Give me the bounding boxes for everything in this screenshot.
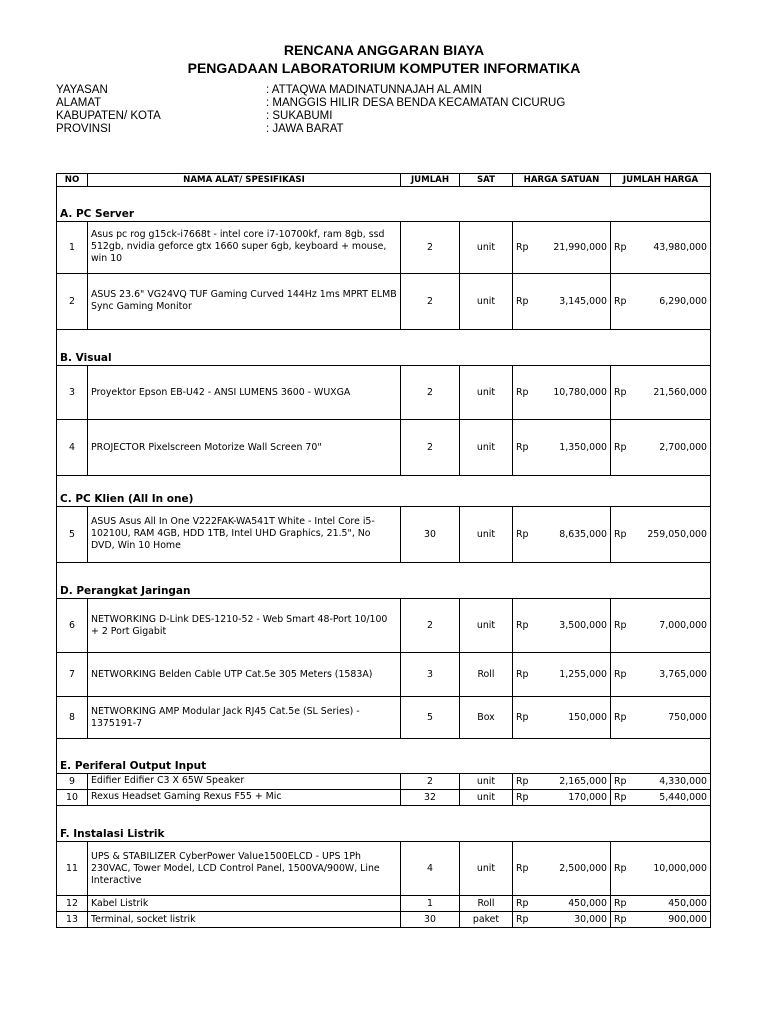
currency-label: Rp: [611, 273, 637, 329]
currency-label: Rp: [611, 842, 637, 896]
info-value: : ATTAQWA MADINATUNNAJAH AL AMIN: [266, 84, 482, 96]
info-value: : JAWA BARAT: [266, 123, 344, 135]
info-row-alamat: [56, 97, 565, 110]
budget-table: [56, 173, 711, 928]
currency-label: Rp: [611, 773, 637, 789]
info-row-yayasan: [56, 84, 565, 97]
item-spec: ASUS Asus All In One V222FAK-WA541T White - Intel Core i5-10210U, RAM 4GB, HDD 1TB, Intel UHD Graphics, 21.5", No DVD, Win 10 Home: [88, 506, 401, 562]
item-total: 4,330,000: [637, 773, 711, 789]
item-price: 30,000: [539, 912, 611, 928]
section-title: F. Instalasi Listrik: [57, 820, 711, 842]
table-row: [57, 273, 711, 329]
item-unit: unit: [460, 506, 513, 562]
item-price: 2,500,000: [539, 842, 611, 896]
item-qty: 3: [401, 653, 460, 697]
section-row: [57, 201, 711, 221]
item-spec: Asus pc rog g15ck-i7668t - intel core i7-10700kf, ram 8gb, ssd 512gb, nvidia geforce gtx 1660 super 6gb, keyboard + mouse, win 10: [88, 221, 401, 273]
info-row-kabupaten: [56, 110, 565, 123]
item-price: 1,350,000: [539, 420, 611, 476]
section-title: D. Perangkat Jaringan: [57, 577, 711, 599]
item-no: 8: [57, 697, 88, 739]
item-spec: Edifier Edifier C3 X 65W Speaker: [88, 773, 401, 789]
section-title: A. PC Server: [57, 201, 711, 221]
document-title: RENCANA ANGGARAN BIAYA: [283, 42, 485, 58]
item-price: 2,165,000: [539, 773, 611, 789]
item-total: 7,000,000: [637, 599, 711, 653]
section-row: [57, 490, 711, 506]
table-row: [57, 420, 711, 476]
item-qty: 2: [401, 221, 460, 273]
item-no: 1: [57, 221, 88, 273]
header-no: NO: [57, 174, 88, 187]
item-no: 13: [57, 912, 88, 928]
item-qty: 1: [401, 896, 460, 912]
table-row: [57, 789, 711, 805]
item-qty: 30: [401, 506, 460, 562]
table-row: [57, 366, 711, 420]
item-spec: Terminal, socket listrik: [88, 912, 401, 928]
item-total: 43,980,000: [637, 221, 711, 273]
item-total: 10,000,000: [637, 842, 711, 896]
item-no: 2: [57, 273, 88, 329]
item-total: 6,290,000: [637, 273, 711, 329]
currency-label: Rp: [611, 912, 637, 928]
section-title: B. Visual: [57, 344, 711, 366]
item-price: 21,990,000: [539, 221, 611, 273]
info-label: ALAMAT: [56, 97, 102, 109]
item-spec: PROJECTOR Pixelscreen Motorize Wall Screen 70": [88, 420, 401, 476]
spacer-row: [57, 562, 711, 577]
item-total: 3,765,000: [637, 653, 711, 697]
item-total: 259,050,000: [637, 506, 711, 562]
item-spec: Kabel Listrik: [88, 896, 401, 912]
item-price: 1,255,000: [539, 653, 611, 697]
item-price: 10,780,000: [539, 366, 611, 420]
spacer-row: [57, 476, 711, 491]
item-qty: 2: [401, 773, 460, 789]
info-row-provinsi: [56, 123, 565, 136]
item-unit: unit: [460, 366, 513, 420]
currency-label: Rp: [513, 912, 539, 928]
item-spec: ASUS 23.6" VG24VQ TUF Gaming Curved 144Hz 1ms MPRT ELMB Sync Gaming Monitor: [88, 273, 401, 329]
table-row: [57, 896, 711, 912]
section-row: [57, 753, 711, 773]
spacer-row: [57, 187, 711, 202]
item-no: 5: [57, 506, 88, 562]
item-total: 21,560,000: [637, 366, 711, 420]
table-row: [57, 912, 711, 928]
currency-label: Rp: [513, 366, 539, 420]
header-price: HARGA SATUAN: [513, 174, 611, 187]
currency-label: Rp: [513, 506, 539, 562]
table-header-row: [57, 174, 711, 187]
item-qty: 32: [401, 789, 460, 805]
item-price: 450,000: [539, 896, 611, 912]
header-qty: JUMLAH: [401, 174, 460, 187]
section-title: E. Periferal Output Input: [57, 753, 711, 773]
spacer-row: [57, 329, 711, 344]
item-unit: unit: [460, 221, 513, 273]
item-no: 10: [57, 789, 88, 805]
item-total: 750,000: [637, 697, 711, 739]
header-spec: NAMA ALAT/ SPESIFIKASI: [88, 174, 401, 187]
item-unit: Roll: [460, 896, 513, 912]
item-no: 9: [57, 773, 88, 789]
currency-label: Rp: [513, 420, 539, 476]
currency-label: Rp: [611, 789, 637, 805]
item-spec: Proyektor Epson EB-U42 - ANSI LUMENS 3600 - WUXGA: [88, 366, 401, 420]
currency-label: Rp: [611, 420, 637, 476]
currency-label: Rp: [513, 599, 539, 653]
item-unit: unit: [460, 773, 513, 789]
item-qty: 4: [401, 842, 460, 896]
item-price: 170,000: [539, 789, 611, 805]
item-spec: Rexus Headset Gaming Rexus F55 + Mic: [88, 789, 401, 805]
currency-label: Rp: [611, 506, 637, 562]
item-price: 150,000: [539, 697, 611, 739]
item-unit: unit: [460, 842, 513, 896]
item-no: 12: [57, 896, 88, 912]
table-row: [57, 773, 711, 789]
item-total: 5,440,000: [637, 789, 711, 805]
currency-label: Rp: [611, 366, 637, 420]
info-block: [56, 84, 565, 136]
currency-label: Rp: [513, 221, 539, 273]
item-unit: unit: [460, 273, 513, 329]
currency-label: Rp: [513, 273, 539, 329]
table-row: [57, 506, 711, 562]
info-value: : MANGGIS HILIR DESA BENDA KECAMATAN CICURUG: [266, 97, 566, 109]
table-row: [57, 599, 711, 653]
currency-label: Rp: [513, 789, 539, 805]
section-row: [57, 577, 711, 599]
info-label: YAYASAN: [56, 84, 108, 96]
item-qty: 30: [401, 912, 460, 928]
item-spec: NETWORKING Belden Cable UTP Cat.5e 305 Meters (1583A): [88, 653, 401, 697]
item-qty: 2: [401, 599, 460, 653]
item-qty: 2: [401, 420, 460, 476]
header-total: JUMLAH HARGA: [611, 174, 711, 187]
item-total: 450,000: [637, 896, 711, 912]
spacer-row: [57, 805, 711, 820]
item-no: 7: [57, 653, 88, 697]
info-value: : SUKABUMI: [266, 110, 333, 122]
currency-label: Rp: [611, 221, 637, 273]
info-label: PROVINSI: [56, 123, 111, 135]
header-unit: SAT: [460, 174, 513, 187]
item-unit: Roll: [460, 653, 513, 697]
item-qty: 2: [401, 273, 460, 329]
currency-label: Rp: [513, 653, 539, 697]
currency-label: Rp: [513, 773, 539, 789]
item-spec: UPS & STABILIZER CyberPower Value1500ELCD - UPS 1Ph 230VAC, Tower Model, LCD Control Panel, 1500VA/900W, Line Interactive: [88, 842, 401, 896]
table-row: [57, 842, 711, 896]
section-title: C. PC Klien (All In one): [57, 490, 711, 506]
item-no: 3: [57, 366, 88, 420]
item-spec: NETWORKING D-Link DES-1210-52 - Web Smart 48-Port 10/100 + 2 Port Gigabit: [88, 599, 401, 653]
item-unit: unit: [460, 789, 513, 805]
item-qty: 2: [401, 366, 460, 420]
item-no: 11: [57, 842, 88, 896]
info-label: KABUPATEN/ KOTA: [56, 110, 161, 122]
item-total: 2,700,000: [637, 420, 711, 476]
item-unit: unit: [460, 420, 513, 476]
table-row: [57, 221, 711, 273]
spacer-row: [57, 739, 711, 754]
table-row: [57, 697, 711, 739]
item-price: 3,500,000: [539, 599, 611, 653]
item-unit: Box: [460, 697, 513, 739]
currency-label: Rp: [513, 896, 539, 912]
item-spec: NETWORKING AMP Modular Jack RJ45 Cat.5e (SL Series) - 1375191-7: [88, 697, 401, 739]
section-row: [57, 820, 711, 842]
currency-label: Rp: [513, 842, 539, 896]
item-no: 6: [57, 599, 88, 653]
item-unit: unit: [460, 599, 513, 653]
document-subtitle: PENGADAAN LABORATORIUM KOMPUTER INFORMATIKA: [187, 60, 581, 76]
item-unit: paket: [460, 912, 513, 928]
currency-label: Rp: [513, 697, 539, 739]
currency-label: Rp: [611, 896, 637, 912]
currency-label: Rp: [611, 599, 637, 653]
item-price: 3,145,000: [539, 273, 611, 329]
table-row: [57, 653, 711, 697]
item-qty: 5: [401, 697, 460, 739]
item-no: 4: [57, 420, 88, 476]
item-price: 8,635,000: [539, 506, 611, 562]
item-total: 900,000: [637, 912, 711, 928]
currency-label: Rp: [611, 653, 637, 697]
currency-label: Rp: [611, 697, 637, 739]
section-row: [57, 344, 711, 366]
